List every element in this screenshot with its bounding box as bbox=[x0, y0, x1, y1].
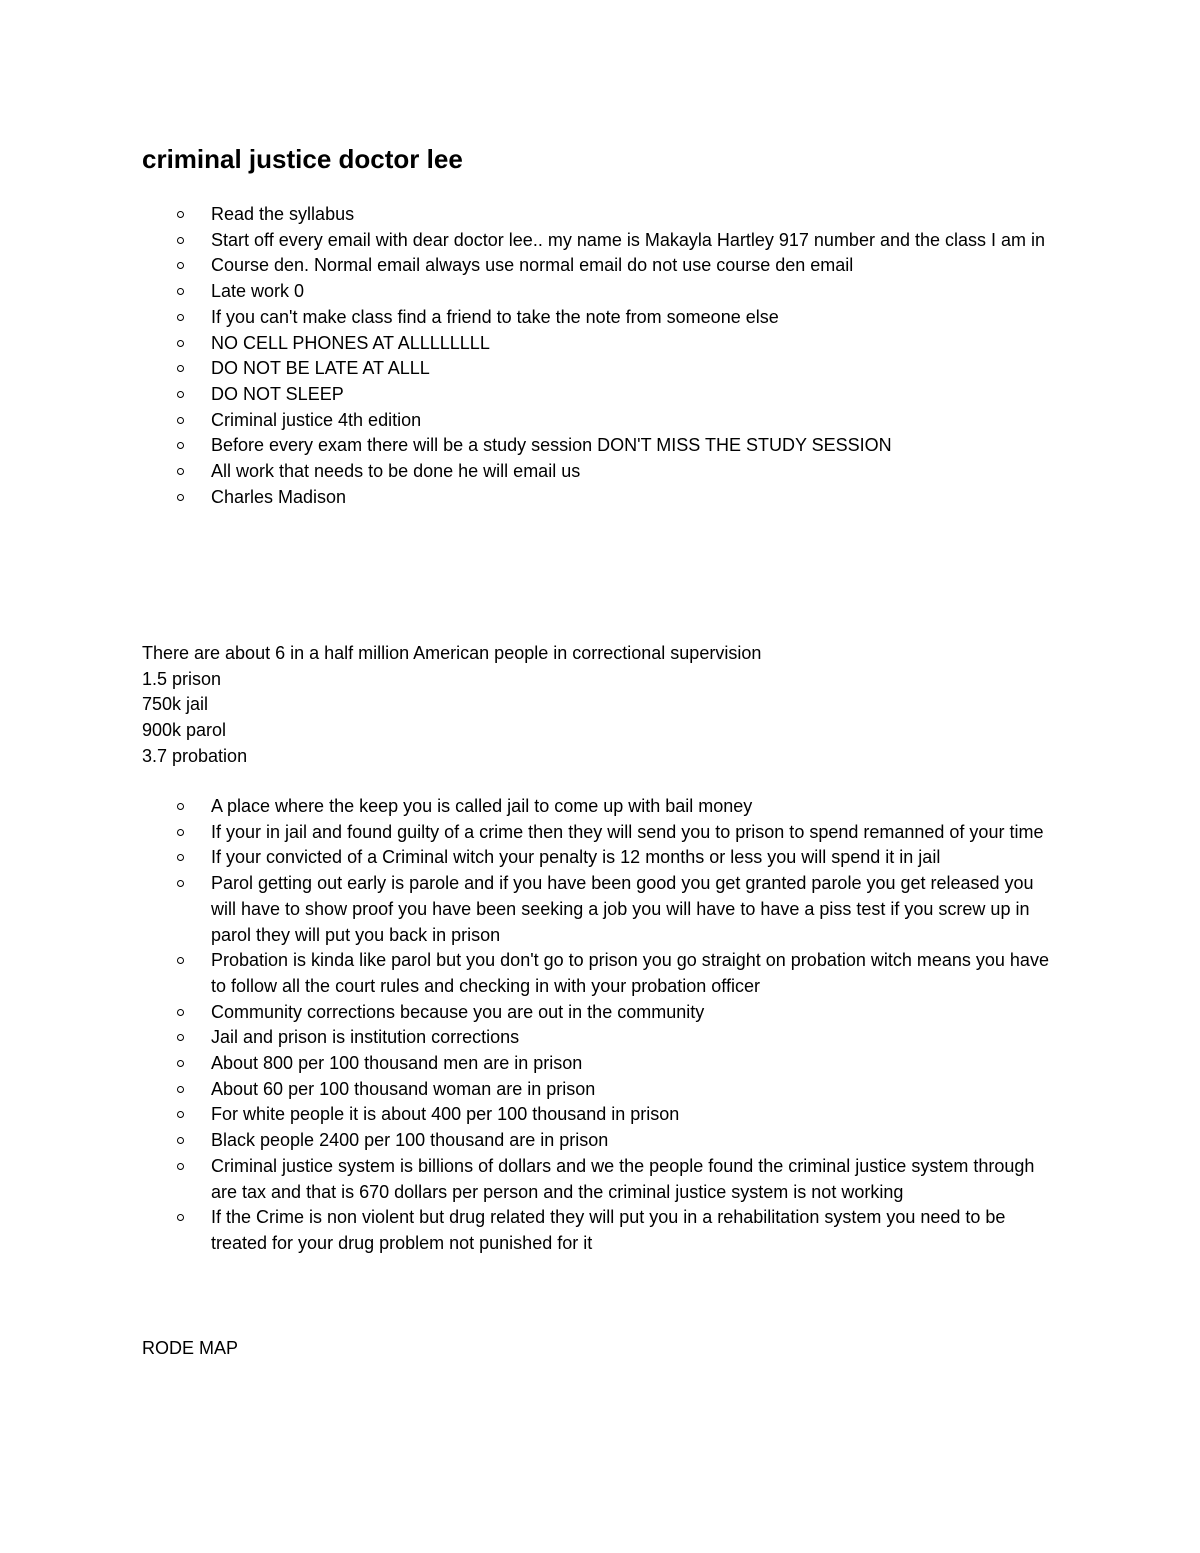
list-item: Criminal justice 4th edition bbox=[0, 408, 1061, 434]
list-item: All work that needs to be done he will email us bbox=[0, 459, 1061, 485]
list-item: Jail and prison is institution corrections bbox=[0, 1025, 1061, 1051]
list-item: About 60 per 100 thousand woman are in prison bbox=[0, 1077, 1061, 1103]
hollow-circle-bullet-icon bbox=[177, 854, 184, 861]
hollow-circle-bullet-icon bbox=[177, 803, 184, 810]
list-item: A place where the keep you is called jail to come up with bail money bbox=[0, 794, 1061, 820]
hollow-circle-bullet-icon bbox=[177, 237, 184, 244]
list-item: Before every exam there will be a study session DON'T MISS THE STUDY SESSION bbox=[0, 433, 1061, 459]
hollow-circle-bullet-icon bbox=[177, 391, 184, 398]
notes-list bbox=[0, 794, 1200, 1257]
footer-heading: RODE MAP bbox=[142, 1338, 239, 1358]
list-item: DO NOT BE LATE AT ALLL bbox=[0, 356, 1061, 382]
stats-line-jail: 750k jail bbox=[142, 694, 209, 715]
hollow-circle-bullet-icon bbox=[177, 365, 184, 372]
list-item: Probation is kinda like parol but you don't go to prison you go straight on probation witch means you have to follow all the court rules and checking in with your probation officer bbox=[0, 948, 1061, 999]
list-item: Late work 0 bbox=[0, 279, 1061, 305]
hollow-circle-bullet-icon bbox=[177, 1214, 184, 1221]
list-item: DO NOT SLEEP bbox=[0, 382, 1061, 408]
hollow-circle-bullet-icon bbox=[177, 1009, 184, 1016]
list-item: For white people it is about 400 per 100 thousand in prison bbox=[0, 1102, 1061, 1128]
hollow-circle-bullet-icon bbox=[177, 957, 184, 964]
hollow-circle-bullet-icon bbox=[177, 211, 184, 218]
hollow-circle-bullet-icon bbox=[177, 314, 184, 321]
stats-line-parol: 900k parol bbox=[142, 720, 227, 741]
list-item: Read the syllabus bbox=[0, 202, 1061, 228]
list-item: Black people 2400 per 100 thousand are in prison bbox=[0, 1128, 1061, 1154]
supervision-stats bbox=[142, 641, 761, 769]
hollow-circle-bullet-icon bbox=[177, 417, 184, 424]
hollow-circle-bullet-icon bbox=[177, 1163, 184, 1170]
list-item: If your in jail and found guilty of a crime then they will send you to prison to spend remanned of your time bbox=[0, 820, 1061, 846]
list-item: Community corrections because you are out in the community bbox=[0, 1000, 1061, 1026]
list-item: If you can't make class find a friend to take the note from someone else bbox=[0, 305, 1061, 331]
hollow-circle-bullet-icon bbox=[177, 262, 184, 269]
hollow-circle-bullet-icon bbox=[177, 829, 184, 836]
stats-intro-line: There are about 6 in a half million American people in correctional supervision bbox=[142, 643, 762, 663]
hollow-circle-bullet-icon bbox=[177, 1034, 184, 1041]
hollow-circle-bullet-icon bbox=[177, 442, 184, 449]
hollow-circle-bullet-icon bbox=[177, 880, 184, 887]
hollow-circle-bullet-icon bbox=[177, 468, 184, 475]
rules-list bbox=[0, 202, 1200, 510]
stats-line-probation: 3.7 probation bbox=[142, 745, 248, 766]
document-title: criminal justice doctor lee bbox=[142, 144, 463, 174]
list-item: Start off every email with dear doctor lee.. my name is Makayla Hartley 917 number and the class I am in bbox=[0, 228, 1061, 254]
list-item: Criminal justice system is billions of dollars and we the people found the criminal justice system through are tax and that is 670 dollars per person and the criminal justice system is not working bbox=[0, 1154, 1061, 1205]
hollow-circle-bullet-icon bbox=[177, 340, 184, 347]
hollow-circle-bullet-icon bbox=[177, 494, 184, 501]
list-item: Course den. Normal email always use normal email do not use course den email bbox=[0, 253, 1061, 279]
list-item: If your convicted of a Criminal witch your penalty is 12 months or less you will spend it in jail bbox=[0, 845, 1061, 871]
list-item: Parol getting out early is parole and if you have been good you get granted parole you get released you will have to show proof you have been seeking a job you will have to have a piss test if you screw up in parol they will put you back in prison bbox=[0, 871, 1061, 948]
hollow-circle-bullet-icon bbox=[177, 1137, 184, 1144]
hollow-circle-bullet-icon bbox=[177, 288, 184, 295]
list-item: About 800 per 100 thousand men are in prison bbox=[0, 1051, 1061, 1077]
hollow-circle-bullet-icon bbox=[177, 1086, 184, 1093]
list-item: If the Crime is non violent but drug related they will put you in a rehabilitation system you need to be treated for your drug problem not punished for it bbox=[0, 1205, 1061, 1256]
list-item: NO CELL PHONES AT ALLLLLLLL bbox=[0, 331, 1061, 357]
hollow-circle-bullet-icon bbox=[177, 1060, 184, 1067]
hollow-circle-bullet-icon bbox=[177, 1111, 184, 1118]
list-item: Charles Madison bbox=[0, 485, 1061, 511]
stats-line-prison: 1.5 prison bbox=[142, 668, 222, 689]
